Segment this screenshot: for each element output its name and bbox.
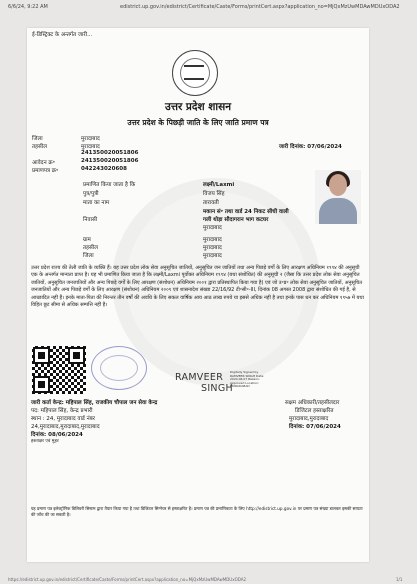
application-value: 241350020051806	[81, 158, 139, 164]
issuer-line-3: स्थान : 24, मुरादाबाद वार्ड नंबर	[31, 416, 96, 422]
print-page-number: 1/1	[396, 577, 403, 582]
subject-district-label: जिला	[83, 253, 94, 259]
officer-digital-note: डिजिटल हस्ताक्षरित	[295, 408, 334, 414]
application-label: आवेदन क्र॰	[32, 160, 55, 166]
tehsil-label: तहसील	[32, 144, 47, 150]
issuer-line-2: पद: महिपाल सिंह, केन्द्र प्रभारी	[31, 408, 93, 414]
certificate-subtitle: उत्तर प्रदेश के पिछड़ी जाति के लिए जाति प्रमाण पत्र	[127, 118, 269, 127]
address-line-2: गली थोड़ा सौदागरान भाग कटघर	[203, 217, 269, 223]
subject-district-value: मुरादाबाद	[203, 253, 222, 259]
officer-location: मुरादाबाद,मुरादाबाद	[289, 416, 329, 422]
annexure-note: ई-डिस्ट्रिक्ट के अन्तर्गत जारी...	[32, 32, 93, 38]
subject-tehsil-value: मुरादाबाद	[203, 245, 222, 251]
digital-signature-details: Digitally Signed by RAMVEER SINGH Date: 2024.06.07 Reason: Approved Location: MORADABAD	[230, 370, 265, 388]
address-line-1: मकान सं॰ तथा वार्ड 24 निकट सीधी वाली	[203, 209, 289, 215]
officer-title: सक्षम अधिकारी/तहसीलदार	[285, 400, 340, 406]
district-value: मुरादाबाद	[81, 136, 100, 142]
certificate-footer-note: यह प्रमाण पत्र इलेक्ट्रॉनिक डिलिवरी सिस्टम द्वारा तैयार किया गया है तथा डिजिटल सिग्नेचर से हस्ताक्षरित है। प्रमाण पत्र की प्रमाणिकता के लिए http://edistrict.up.gov.in पर प्रमाण पत्र संख्या डालकर इसकी सत्यता की जाँच की जा सकती है।	[31, 506, 363, 517]
issuer-date: दिनांक: 08/06/2024	[31, 432, 83, 438]
officer-date: दिनांक: 07/06/2024	[289, 424, 341, 430]
issue-date: जारी दिनांक: 07/06/2024	[279, 144, 342, 150]
relation-label: पुत्र/पुत्री	[83, 191, 99, 197]
subject-tehsil-label: तहसील	[83, 245, 98, 251]
certificate-number-value: 042243020608	[81, 166, 127, 172]
up-government-emblem-icon	[172, 50, 218, 96]
print-datetime: 6/6/24, 9:22 AM	[8, 4, 48, 10]
application-number-top: 241350020051806	[81, 150, 139, 156]
residence-label: निवासी	[83, 217, 98, 223]
address-line-3: मुरादाबाद	[203, 225, 222, 231]
certify-intro: प्रमाणित किया जाता है कि	[83, 182, 136, 188]
issuer-stamp-seal	[91, 346, 147, 390]
certificate-number-label: प्रमाणपत्र क्र॰	[32, 168, 59, 174]
village-label: ग्राम	[83, 237, 91, 243]
issuer-line-1: जारी कर्ता केन्द्र: महिपाल सिंह, राजकीय चौपाल जन सेवा केन्द्र	[31, 400, 158, 406]
applicant-name: लक्ष्मी/Laxmi	[203, 182, 235, 188]
certificate-title: उत्तर प्रदेश शासन	[164, 101, 232, 113]
certificate-body-text: उत्तर प्रदेश राज्य की तेली जाति के व्यक्ति हैं। यह उत्तर प्रदेश लोक सेवा अनुसूचित जातियों, अनुसूचित जन जातियों तथा अन्य पिछड़े वर्गों के लिए आरक्षण अधिनियम १९९४ की अनुसूची एक के अन्तर्गत मान्यता प्राप्त है। यह भी प्रमाणित किया जाता है कि लक्ष्मी/Laxmi पूर्वोक्त अधिनियम १९९४ (यथा संशोधित) की अनुसूची २ (जैसा कि उत्तर प्रदेश लोक सेवा अनुसूचित जातियों, अनुसूचित जनजातियों और अन्य पिछड़े वर्गों के लिए आरक्षण (संशोधन) अधिनियम २००१ द्वारा प्रतिस्थापित किया गया है) एवं जो उ॰प्र॰ लोक सेवा अनुसूचित जातियों, अनुसूचित जनजातियों और अन्य पिछड़े वर्गों के लिए आरक्षण (संशोधन) अधिनियम २००१ एवं शासनादेश संख्या 22/16/92 टी॰सी॰-III, दिनांक 08 अगस्त 2008 द्वारा संशोधित की गई है, से आच्छादित नहीं हैं। इनके माता-पिता की निरन्तर तीन वर्षों की अवधि के लिए सकल वार्षिक आय आठ लाख रुपये या इससे अधिक नहीं है तथा इनके पास धन कर अधिनियम १९५७ में यथा विहित छूट सीमा से अधिक सम्पत्ति नहीं है।	[31, 265, 364, 309]
mother-label: माता का नाम	[83, 200, 110, 206]
mother-name: तारावती	[203, 200, 219, 206]
father-name: विजय सिंह	[203, 191, 225, 197]
print-url: edistrict.up.gov.in/edistrict/Certificate/Caste/Forms/printCert.aspx?application_no=MjQxMzUwMDAwMDUxODA2	[120, 4, 400, 10]
issuer-line-4: 24,मुरादाबाद,मुरादाबाद,मुरादाबाद	[31, 424, 100, 430]
browser-print-header	[0, 0, 417, 22]
applicant-photo	[315, 170, 361, 224]
village-value: मुरादाबाद	[203, 237, 222, 243]
district-label: जिला	[32, 136, 43, 142]
issuer-seal-note: हस्ताक्षर एवं मुहर	[31, 439, 59, 444]
certificate-page	[27, 28, 369, 562]
tehsil-value: मुरादाबाद	[81, 144, 100, 150]
digital-signature-name	[175, 372, 233, 394]
signature-name-line-1: RAMVEER	[175, 372, 224, 383]
print-footer-url: https://edistrict.up.gov.in/edistrict/Certificate/Caste/Forms/printCert.aspx?application_no=MjQxMzUwMDAwMDUxODA2	[8, 577, 247, 582]
signature-name-line-2: SINGH	[201, 383, 233, 394]
qr-code	[32, 346, 86, 394]
